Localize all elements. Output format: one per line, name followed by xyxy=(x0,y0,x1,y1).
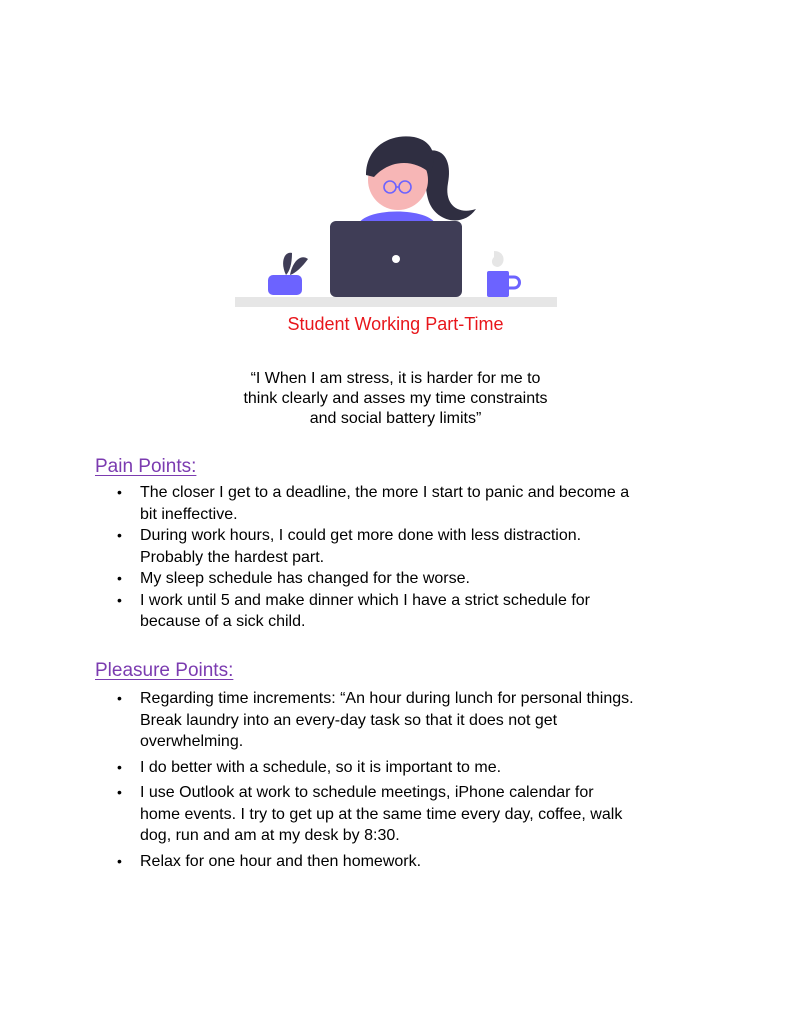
bullet-icon: • xyxy=(117,690,122,706)
bullet-icon: • xyxy=(117,591,122,608)
quote-line: and social battery limits” xyxy=(309,410,482,427)
laptop-logo xyxy=(392,255,400,263)
bullet-icon: • xyxy=(117,758,122,775)
item-text: dog, run and am at my desk by 8:30. xyxy=(140,827,400,844)
plant-leaf xyxy=(283,253,292,275)
item-text: During work hours, I could get more done with less distraction. xyxy=(140,527,582,544)
item-text: overwhelming. xyxy=(140,733,244,750)
item-text: I work until 5 and make dinner which I have a strict schedule for xyxy=(140,591,590,609)
item-text: because of a sick child. xyxy=(140,613,306,630)
desk xyxy=(235,297,557,307)
persona-illustration xyxy=(230,125,562,315)
quote-line: think clearly and asses my time constraints xyxy=(243,390,548,407)
bullet-icon: • xyxy=(117,784,122,800)
list-item xyxy=(117,782,717,847)
item-text: Regarding time increments: “An hour during lunch for personal things. xyxy=(140,690,634,707)
pain-points-list xyxy=(117,482,717,633)
list-item xyxy=(117,688,717,753)
plant-pot xyxy=(268,275,302,295)
steam xyxy=(492,251,504,267)
item-text: Relax for one hour and then homework. xyxy=(140,852,422,870)
item-text: Probably the hardest part. xyxy=(140,548,325,566)
bullet-icon: • xyxy=(117,527,122,543)
pleasure-points-list xyxy=(117,688,717,876)
list-item xyxy=(117,568,717,590)
pain-points-heading: Pain Points: xyxy=(95,456,197,477)
pleasure-points-heading: Pleasure Points: xyxy=(95,660,234,681)
item-text: I do better with a schedule, so it is important to me. xyxy=(140,758,502,776)
item-text: bit ineffective. xyxy=(140,505,238,523)
list-item xyxy=(117,590,717,633)
bullet-icon: • xyxy=(117,570,122,586)
item-text: home events. I try to get up at the same time every day, coffee, walk xyxy=(140,805,623,823)
mug xyxy=(487,271,509,297)
quote-line: “I When I am stress, it is harder for me to xyxy=(250,370,541,387)
persona-quote xyxy=(0,369,791,429)
bullet-icon: • xyxy=(117,852,122,869)
list-item xyxy=(117,482,717,525)
item-text: The closer I get to a deadline, the more I start to panic and become a xyxy=(140,484,630,501)
persona-title: Student Working Part-Time xyxy=(287,314,504,334)
list-item xyxy=(117,757,717,779)
item-text: Break laundry into an every-day task so that it does not get xyxy=(140,711,558,729)
bullet-icon: • xyxy=(117,484,122,500)
list-item xyxy=(117,525,717,568)
item-text: My sleep schedule has changed for the worse. xyxy=(140,570,470,587)
list-item xyxy=(117,851,717,873)
item-text: I use Outlook at work to schedule meetings, iPhone calendar for xyxy=(140,784,594,801)
